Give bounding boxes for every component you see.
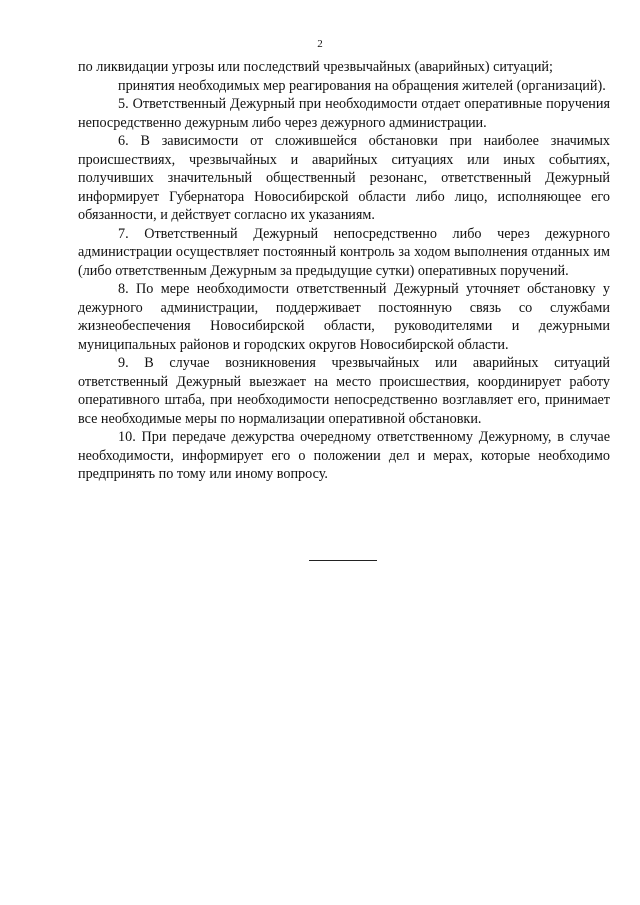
paragraph-item-10: 10. При передаче дежурства очередному ответственному Дежурному, в случае необходимости, информирует его о положении дел и мерах, которые необходимо предпринять по тому или иному вопросу. [78,429,610,482]
paragraph-response-measures: принятия необходимых мер реагирования на обращения жителей (организаций). [118,77,606,94]
paragraph-item-6: 6. В зависимости от сложившейся обстановки при наиболее значимых происшествиях, чрезвычайных и аварийных ситуациях или иных событиях, получивших значительный общественный резонанс, ответственный Дежурный информирует Губернатора Новосибирской области либо лицо, исполняющее его обязанности, и действует согласно их указаниям. [78,133,610,223]
paragraph-item-9: 9. В случае возникновения чрезвычайных или аварийных ситуаций ответственный Дежурный выезжает на место происшествия, координирует работу оперативного штаба, при необходимости непосредственно возглавляет его, принимает все необходимые меры по нормализации оперативной обстановки. [78,355,610,427]
paragraph-item-7: 7. Ответственный Дежурный непосредственно либо через дежурного администрации осуществляет постоянный контроль за ходом выполнения отданных им (либо ответственным Дежурным за предыдущие сутки) оперативных поручений. [78,225,610,279]
document-body [78,58,610,484]
page-number: 2 [317,38,323,50]
paragraph-continuation: по ликвидации угрозы или последствий чрезвычайных (аварийных) ситуаций; [78,59,553,75]
end-of-document-rule [309,560,377,561]
paragraph-item-5: 5. Ответственный Дежурный при необходимости отдает оперативные поручения непосредственно дежурным либо через дежурного администрации. [78,96,610,131]
paragraph-item-8: 8. По мере необходимости ответственный Дежурный уточняет обстановку у дежурного администрации, поддерживает постоянную связь со службами жизнеобеспечения Новосибирской области, руководителями и дежурными муниципальных районов и городских округов Новосибирской области. [78,281,610,353]
